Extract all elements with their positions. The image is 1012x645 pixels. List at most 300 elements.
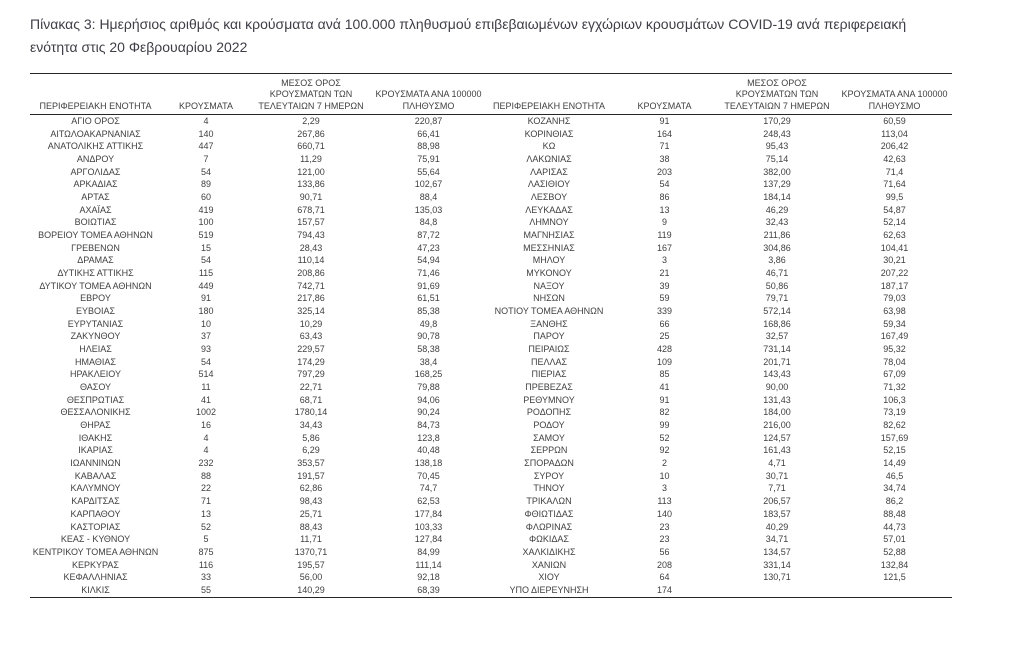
table-row <box>30 204 486 217</box>
region-name: ΚΑΒΑΛΑΣ <box>74 470 117 481</box>
per100k-value: 67,09 <box>883 369 906 380</box>
per100k-value: 103,33 <box>414 521 443 532</box>
cases-value: 164 <box>656 128 673 139</box>
region-name: ΚΑΡΠΑΘΟΥ <box>70 508 121 519</box>
per100k-value: 49,8 <box>419 318 438 329</box>
table-row <box>486 495 952 508</box>
table-row <box>486 292 952 305</box>
cases-value: 3 <box>661 255 667 266</box>
cases-value: 116 <box>198 559 214 570</box>
table-row <box>30 343 486 356</box>
avg7-value: 2,29 <box>302 116 320 126</box>
per100k-value: 84,8 <box>419 217 438 228</box>
region-name: ΖΑΚΥΝΘΟΥ <box>70 331 121 342</box>
avg7-value: 134,57 <box>763 546 791 557</box>
cases-value: 23 <box>659 521 670 532</box>
avg7-value: 32,57 <box>765 331 789 342</box>
per100k-value: 79,03 <box>883 293 906 304</box>
region-name: ΔΥΤΙΚΟΥ ΤΟΜΕΑ ΑΘΗΝΩΝ <box>39 280 152 291</box>
avg7-value: 1780,14 <box>294 407 328 418</box>
cases-value: 92 <box>659 445 670 456</box>
cases-value: 52 <box>200 521 211 532</box>
per100k-value: 71,46 <box>417 268 440 279</box>
per100k-value: 168,25 <box>414 369 443 380</box>
cases-value: 41 <box>200 394 211 405</box>
per100k-value: 82,62 <box>883 420 906 431</box>
cases-value: 37 <box>200 331 211 342</box>
region-name: ΣΑΜΟΥ <box>533 432 565 443</box>
region-name: ΚΕΝΤΡΙΚΟΥ ΤΟΜΕΑ ΑΘΗΝΩΝ <box>32 546 159 557</box>
per100k-value: 86,2 <box>885 496 904 507</box>
table-row <box>30 584 486 597</box>
per100k-value: 71,32 <box>883 382 906 393</box>
avg7-value: 267,86 <box>297 128 325 139</box>
per100k-value: 34,74 <box>883 483 906 494</box>
table-row <box>486 432 952 445</box>
cases-value: 10 <box>659 470 670 481</box>
region-name: ΞΑΝΘΗΣ <box>530 318 568 329</box>
avg7-value: 32,43 <box>765 217 789 228</box>
per100k-value: 30,21 <box>883 255 906 266</box>
cases-value: 56 <box>659 546 670 557</box>
cases-value: 25 <box>659 331 670 342</box>
cases-value: 140 <box>656 508 673 519</box>
cases-value: 167 <box>656 242 673 253</box>
cases-value: 21 <box>659 268 670 279</box>
per100k-value: 206,42 <box>880 141 909 152</box>
per100k-value: 85,38 <box>417 306 440 317</box>
cases-value: 13 <box>200 508 211 519</box>
per100k-value: 187,17 <box>880 280 909 291</box>
region-name: ΠΡΕΒΕΖΑΣ <box>525 382 573 393</box>
cases-value: 59 <box>659 293 670 304</box>
per100k-value: 38,4 <box>419 356 438 367</box>
cases-value: 16 <box>200 420 211 431</box>
per100k-value: 57,01 <box>883 534 906 545</box>
table-row <box>486 343 952 356</box>
region-name: ΛΕΣΒΟΥ <box>530 192 568 203</box>
region-name: ΛΑΣΙΘΙΟΥ <box>527 179 571 190</box>
per100k-value: 60,59 <box>883 116 906 126</box>
per100k-value: 79,88 <box>417 382 440 393</box>
cases-value: 339 <box>656 306 673 317</box>
avg7-value: 143,43 <box>763 369 791 380</box>
table-row <box>30 267 486 280</box>
region-name: ΜΗΛΟΥ <box>532 255 566 266</box>
table-row <box>30 140 486 153</box>
per100k-value: 123,8 <box>417 432 440 443</box>
region-name: ΧΑΛΚΙΔΙΚΗΣ <box>522 546 576 557</box>
per100k-value: 91,69 <box>417 280 440 291</box>
region-name: ΦΛΩΡΙΝΑΣ <box>525 521 573 532</box>
table-row <box>30 115 486 128</box>
avg7-value: 678,71 <box>297 204 325 215</box>
cases-value: 41 <box>659 382 670 393</box>
per100k-value: 94,06 <box>417 394 440 405</box>
per100k-value: 88,48 <box>883 508 906 519</box>
table-row <box>486 394 952 407</box>
per100k-value: 62,53 <box>417 496 440 507</box>
avg7-value: 331,14 <box>763 559 791 570</box>
region-name: ΚΕΑΣ - ΚΥΘΝΟΥ <box>60 534 131 545</box>
per100k-value: 73,19 <box>883 407 906 418</box>
table-row <box>486 178 952 191</box>
region-name: ΧΑΝΙΩΝ <box>531 559 567 570</box>
table-row <box>486 305 952 318</box>
table-row <box>486 254 952 267</box>
avg7-value: 10,29 <box>299 318 323 329</box>
region-name: ΘΗΡΑΣ <box>80 420 111 431</box>
table-row <box>486 318 952 331</box>
cases-value: 15 <box>200 242 211 253</box>
avg7-value: 353,57 <box>297 458 325 469</box>
avg7-value: 11,71 <box>300 534 322 545</box>
per100k-value: 52,88 <box>883 546 906 557</box>
per100k-value: 68,39 <box>417 584 440 595</box>
avg7-value: 731,14 <box>763 344 791 355</box>
avg7-value: 90,71 <box>299 192 323 203</box>
region-name: ΑΙΤΩΛΟΑΚΑΡΝΑΝΙΑΣ <box>50 128 141 139</box>
region-name: ΝΑΞΟΥ <box>533 280 565 291</box>
avg7-value: 168,86 <box>763 318 791 329</box>
per100k-value: 71,4 <box>885 166 904 177</box>
per100k-value: 71,64 <box>883 179 906 190</box>
avg7-value: 133,86 <box>297 179 325 190</box>
per100k-value: 47,23 <box>417 242 440 253</box>
region-name: ΡΟΔΟΥ <box>533 420 565 431</box>
column-header-cases: ΚΡΟΥΣΜΑΤΑ <box>179 100 233 111</box>
cases-value: 66 <box>659 318 670 329</box>
cases-value: 9 <box>661 217 667 228</box>
table-row <box>30 432 486 445</box>
region-name: ΔΡΑΜΑΣ <box>77 255 114 266</box>
avg7-value: 157,57 <box>297 217 325 228</box>
table-row <box>486 128 952 141</box>
cases-value: 875 <box>198 546 214 557</box>
avg7-value: 195,57 <box>297 559 325 570</box>
avg7-value: 98,43 <box>299 496 323 507</box>
cases-value: 23 <box>659 534 670 545</box>
avg7-value: 124,57 <box>763 432 791 443</box>
avg7-value: 50,86 <box>765 280 789 291</box>
avg7-value: 4,71 <box>768 458 786 469</box>
table-row <box>30 166 486 179</box>
per100k-value: 54,87 <box>883 204 906 215</box>
per100k-value <box>837 584 952 597</box>
region-name: ΠΕΙΡΑΙΩΣ <box>528 344 570 355</box>
table-header-left <box>30 74 486 114</box>
table-body-right <box>486 115 952 597</box>
region-name: ΚΑΛΥΜΝΟΥ <box>70 483 121 494</box>
region-name: ΝΗΣΩΝ <box>533 293 565 304</box>
avg7-value: 184,14 <box>763 192 791 203</box>
cases-value: 174 <box>656 584 673 595</box>
region-name: ΚΩ <box>542 141 556 152</box>
avg7-value: 660,71 <box>297 141 325 152</box>
avg7-value: 191,57 <box>297 470 325 481</box>
cases-value: 100 <box>198 217 214 228</box>
per100k-value: 46,5 <box>885 470 904 481</box>
cases-value: 449 <box>198 280 214 291</box>
per100k-value: 84,73 <box>417 420 440 431</box>
table-row <box>30 305 486 318</box>
cases-value: 119 <box>657 230 672 241</box>
avg7-value: 40,29 <box>765 521 789 532</box>
table-row <box>486 457 952 470</box>
table-row <box>30 178 486 191</box>
region-name: ΜΑΓΝΗΣΙΑΣ <box>523 230 575 241</box>
avg7-value: 34,71 <box>765 534 789 545</box>
table-row <box>486 267 952 280</box>
table-header-right <box>486 74 952 114</box>
per100k-value: 177,84 <box>414 508 443 519</box>
region-name: ΗΛΕΙΑΣ <box>79 344 112 355</box>
per100k-value: 111,14 <box>415 559 442 570</box>
cases-value: 4 <box>203 116 209 126</box>
table-row <box>30 330 486 343</box>
table-row <box>30 292 486 305</box>
avg7-value <box>717 584 837 597</box>
column-header-per100k: ΚΡΟΥΣΜΑΤΑ ΑΝΑ 100000 ΠΛΗΘΥΣΜΟ <box>841 89 948 111</box>
per100k-value: 61,51 <box>417 293 440 304</box>
column-header-region: ΠΕΡΙΦΕΡΕΙΑΚΗ ΕΝΟΤΗΤΑ <box>492 100 606 111</box>
cases-value: 71 <box>659 141 670 152</box>
table-row <box>486 356 952 369</box>
per100k-value: 138,18 <box>414 458 443 469</box>
per100k-value: 84,99 <box>417 546 440 557</box>
per100k-value: 135,03 <box>414 204 443 215</box>
cases-value: 22 <box>200 483 211 494</box>
cases-value: 447 <box>198 141 214 152</box>
cases-value: 54 <box>200 166 211 177</box>
table-row <box>30 508 486 521</box>
region-name: ΘΕΣΠΡΩΤΙΑΣ <box>66 394 125 405</box>
table-row <box>30 457 486 470</box>
region-name: ΗΜΑΘΙΑΣ <box>75 356 116 367</box>
covid-regional-table <box>30 73 952 598</box>
region-name: ΒΟΡΕΙΟΥ ΤΟΜΕΑ ΑΘΗΝΩΝ <box>38 230 153 241</box>
per100k-value: 62,63 <box>883 230 906 241</box>
avg7-value: 742,71 <box>297 280 325 291</box>
avg7-value: 208,86 <box>297 268 325 279</box>
region-name: ΘΑΣΟΥ <box>79 382 112 393</box>
per100k-value: 167,49 <box>880 331 909 342</box>
cases-value: 428 <box>656 344 673 355</box>
region-name: ΚΑΣΤΟΡΙΑΣ <box>70 521 121 532</box>
cases-value: 115 <box>198 268 214 279</box>
avg7-value: 794,43 <box>297 230 325 241</box>
cases-value: 33 <box>200 572 211 583</box>
per100k-value: 220,87 <box>414 116 443 126</box>
cases-value: 140 <box>198 128 214 139</box>
avg7-value: 183,57 <box>763 508 791 519</box>
cases-value: 91 <box>659 394 670 405</box>
avg7-value: 46,29 <box>765 204 789 215</box>
table-row <box>30 356 486 369</box>
region-name: ΔΥΤΙΚΗΣ ΑΤΤΙΚΗΣ <box>57 268 134 279</box>
avg7-value: 1370,71 <box>294 546 328 557</box>
cases-value: 88 <box>200 470 211 481</box>
table-row <box>486 140 952 153</box>
per100k-value: 102,67 <box>414 179 443 190</box>
cases-value: 82 <box>659 407 670 418</box>
table-row <box>30 406 486 419</box>
per100k-value: 52,15 <box>883 445 906 456</box>
avg7-value: 201,71 <box>763 356 791 367</box>
table-row <box>30 533 486 546</box>
table-row <box>30 280 486 293</box>
cases-value: 13 <box>659 204 670 215</box>
region-name: ΣΠΟΡΑΔΩΝ <box>524 458 574 469</box>
cases-value: 91 <box>659 116 670 126</box>
region-name: ΗΡΑΚΛΕΙΟΥ <box>69 369 122 380</box>
cases-value: 99 <box>659 420 670 431</box>
cases-value: 419 <box>198 204 214 215</box>
cases-value: 10 <box>200 318 211 329</box>
region-name: ΠΕΛΛΑΣ <box>530 356 568 367</box>
region-name: ΛΗΜΝΟΥ <box>529 217 569 228</box>
column-header-per100k: ΚΡΟΥΣΜΑΤΑ ΑΝΑ 100000 ΠΛΗΘΥΣΜΟ <box>375 89 482 111</box>
table-row <box>30 444 486 457</box>
avg7-value: 56,00 <box>299 572 323 583</box>
per100k-value: 90,78 <box>417 331 440 342</box>
region-name: ΙΚΑΡΙΑΣ <box>78 445 113 456</box>
table-row <box>486 280 952 293</box>
region-name: ΙΩΑΝΝΙΝΩΝ <box>70 458 121 469</box>
cases-value: 5 <box>203 534 209 545</box>
cases-value: 54 <box>200 255 211 266</box>
per100k-value: 42,63 <box>883 154 906 165</box>
table-row <box>486 444 952 457</box>
region-name: ΤΗΝΟΥ <box>533 483 565 494</box>
region-name: ΚΕΦΑΛΛΗΝΙΑΣ <box>63 572 128 583</box>
table-row <box>486 153 952 166</box>
cases-value: 519 <box>198 230 214 241</box>
cases-value: 3 <box>661 483 667 494</box>
cases-value: 113 <box>657 496 672 507</box>
region-name: ΕΥΒΟΙΑΣ <box>75 306 116 317</box>
cases-value: 91 <box>200 293 211 304</box>
table-row <box>486 242 952 255</box>
per100k-value: 55,64 <box>417 166 440 177</box>
cases-value: 52 <box>659 432 670 443</box>
avg7-value: 206,57 <box>763 496 791 507</box>
table-row <box>486 470 952 483</box>
avg7-value: 137,29 <box>763 179 791 190</box>
avg7-value: 46,71 <box>765 268 789 279</box>
table-row <box>30 419 486 432</box>
avg7-value: 79,71 <box>765 293 789 304</box>
table-row <box>486 216 952 229</box>
table-row <box>30 128 486 141</box>
per100k-value: 54,94 <box>417 255 440 266</box>
cases-value: 54 <box>659 179 670 190</box>
table-row <box>486 166 952 179</box>
region-name: ΚΟΡΙΝΘΙΑΣ <box>524 128 574 139</box>
region-name: ΥΠΟ ΔΙΕΡΕΥΝΗΣΗ <box>509 584 589 595</box>
table-row <box>486 521 952 534</box>
avg7-value: 382,00 <box>763 166 791 177</box>
table-row <box>486 204 952 217</box>
avg7-value: 325,14 <box>297 306 325 317</box>
cases-value: 86 <box>659 192 670 203</box>
avg7-value: 110,14 <box>297 255 325 266</box>
avg7-value: 28,43 <box>299 242 323 253</box>
region-name: ΤΡΙΚΑΛΩΝ <box>526 496 572 507</box>
table-row <box>486 406 952 419</box>
per100k-value: 95,32 <box>883 344 906 355</box>
table-row <box>30 191 486 204</box>
cases-value: 39 <box>659 280 670 291</box>
table-row <box>30 546 486 559</box>
cases-value: 203 <box>656 166 673 177</box>
cases-value: 11 <box>201 382 211 393</box>
table-row <box>30 381 486 394</box>
table-row <box>30 482 486 495</box>
avg7-value: 68,71 <box>299 394 323 405</box>
region-name: ΑΧΑΪΑΣ <box>79 204 112 215</box>
region-name: ΕΒΡΟΥ <box>80 293 111 304</box>
avg7-value: 95,43 <box>765 141 789 152</box>
avg7-value: 62,86 <box>299 483 323 494</box>
per100k-value: 52,14 <box>883 217 906 228</box>
avg7-value: 3,86 <box>768 255 786 266</box>
cases-value: 109 <box>656 356 673 367</box>
avg7-value: 217,86 <box>297 293 325 304</box>
table-row <box>486 571 952 584</box>
per100k-value: 63,98 <box>883 306 906 317</box>
region-name: ΒΟΙΩΤΙΑΣ <box>74 217 117 228</box>
per100k-value: 127,84 <box>414 534 443 545</box>
cases-value: 4 <box>203 432 209 443</box>
table-row <box>486 381 952 394</box>
cases-value: 2 <box>661 458 667 469</box>
table-row <box>486 419 952 432</box>
avg7-value: 88,43 <box>299 521 323 532</box>
per100k-value: 99,5 <box>885 192 904 203</box>
region-name: ΚΟΖΑΝΗΣ <box>527 116 571 126</box>
region-name: ΣΥΡΟΥ <box>533 470 565 481</box>
avg7-value: 797,29 <box>297 369 325 380</box>
table-row <box>486 508 952 521</box>
per100k-value: 90,24 <box>417 407 440 418</box>
avg7-value: 216,00 <box>763 420 791 431</box>
table-body-left <box>30 115 486 597</box>
table-row <box>30 571 486 584</box>
cases-value: 4 <box>203 445 209 456</box>
column-header-cases: ΚΡΟΥΣΜΑΤΑ <box>637 100 692 111</box>
cases-value: 71 <box>200 496 211 507</box>
table-row <box>30 521 486 534</box>
per100k-value: 78,04 <box>883 356 906 367</box>
cases-value: 232 <box>198 458 214 469</box>
region-name: ΑΡΚΑΔΙΑΣ <box>73 179 118 190</box>
per100k-value: 40,48 <box>417 445 440 456</box>
region-name: ΑΝΔΡΟΥ <box>76 154 115 165</box>
region-name: ΡΟΔΟΠΗΣ <box>526 407 572 418</box>
per100k-value: 70,45 <box>417 470 440 481</box>
table-row <box>486 191 952 204</box>
region-name: ΑΡΤΑΣ <box>81 192 110 203</box>
table-row <box>486 559 952 572</box>
region-name: ΘΕΣΣΑΛΟΝΙΚΗΣ <box>60 407 131 418</box>
avg7-value: 30,71 <box>765 470 789 481</box>
region-name: ΓΡΕΒΕΝΩΝ <box>71 242 120 253</box>
table-row <box>486 533 952 546</box>
cases-value: 60 <box>200 192 211 203</box>
region-name: ΚΕΡΚΥΡΑΣ <box>72 559 119 570</box>
avg7-value: 121,00 <box>297 166 325 177</box>
